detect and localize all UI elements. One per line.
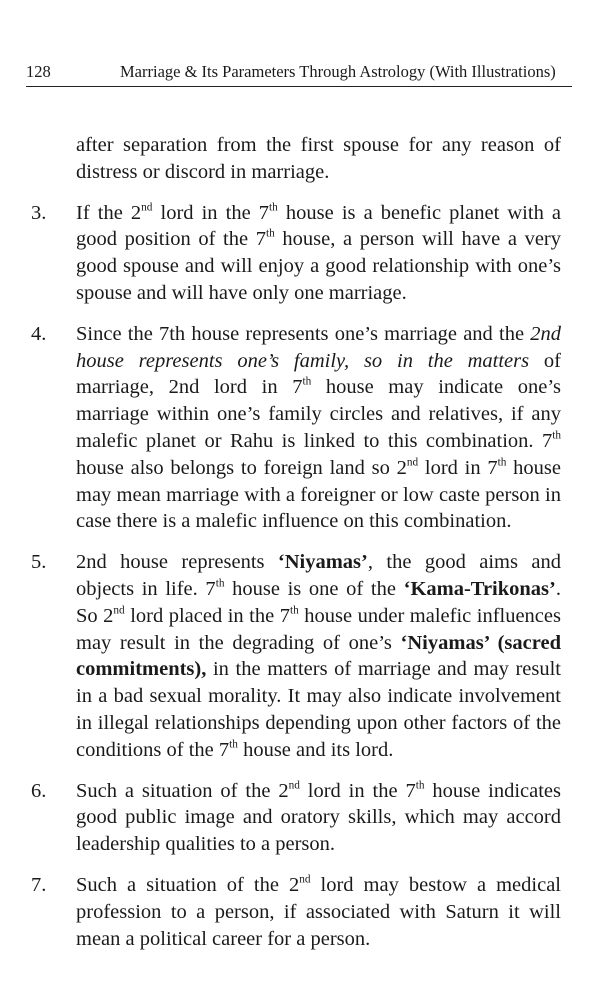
item-text: Such a situation of the 2nd lord may bestow a medical profession to a person, if associated with Saturn it will mean a political career for a person. [76, 873, 561, 950]
item-text: 2nd house represents ‘Niyamas’, the good aims and objects in life. 7th house is one of the ‘Kama-Trikonas’. So 2nd lord placed in the 7th house under malefic influences may result in the degrading of one’s ‘Niyamas’ (sacred commitments), in the matters of marriage and may result in a bad sexual morality. It may also indicate involvement in illegal relationships depending upon other factors of the conditions of the 7th house and its lord. [76, 551, 561, 761]
continuation-paragraph: after separation from the first spouse for any reason of distress or discord in marriage. [76, 134, 561, 183]
italic-phrase: 2nd house represents one’s family, so in the matters [76, 322, 561, 372]
list-item-3 [26, 200, 561, 307]
list-item-4 [26, 321, 561, 535]
bold-term: ‘Kama-Trikonas’ [403, 577, 556, 600]
list-item-5 [26, 549, 561, 763]
running-header [26, 60, 572, 84]
header-rule [26, 86, 572, 87]
running-title: Marriage & Its Parameters Through Astrology (With Illustrations) [120, 62, 556, 81]
list-item-7 [26, 872, 561, 952]
list-item-6 [26, 778, 561, 858]
item-text: Such a situation of the 2nd lord in the 7th house indicates good public image and oratory skills, which may accord leadership qualities to a person. [76, 779, 561, 856]
item-number: 6. [31, 779, 47, 802]
item-number: 3. [31, 201, 47, 224]
item-text: Since the 7th house represents one’s marriage and the 2nd house represents one’s family, so in the matters of marriage, 2nd lord in 7th house may indicate one’s marriage within one’s family circles and relatives, if any malefic planet or Rahu is linked to this combination. 7th house also belongs to foreign land so 2nd lord in 7th house may mean marriage with a foreigner or low caste person in case there is a malefic influence on this combination. [76, 322, 562, 533]
item-number: 5. [31, 551, 47, 574]
bold-term: ‘Niyamas’ (sacred commitments), [76, 631, 561, 681]
bold-term: ‘Niyamas’ [277, 551, 368, 574]
item-text: If the 2nd lord in the 7th house is a benefic planet with a good position of the 7th house, a person will have a very good spouse and will enjoy a good relationship with one’s spouse and will have only one marriage. [76, 201, 562, 304]
item-number: 4. [31, 322, 47, 345]
item-number: 7. [31, 873, 47, 896]
page-number: 128 [26, 62, 51, 81]
page-body [26, 132, 561, 966]
